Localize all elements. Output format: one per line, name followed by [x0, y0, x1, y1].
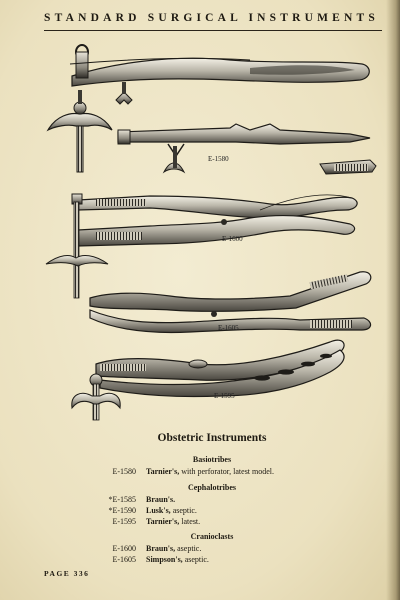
cephalotribe-tarnier-figure: [72, 340, 344, 420]
figure-code-label: E-1595: [214, 392, 235, 400]
item-code: E-1605: [112, 555, 136, 564]
subhead-basiotribes: Basiotribes: [192, 455, 232, 464]
figure-code-label: E-1580: [208, 155, 229, 163]
item-code: *E-1590: [108, 506, 136, 515]
page-header: STANDARD SURGICAL INSTRUMENTS: [44, 12, 380, 24]
figure-code-label: E-1600: [222, 235, 243, 243]
subhead-cephalotribes: Cephalotribes: [188, 483, 236, 492]
item-description: Braun's, aseptic.: [146, 544, 202, 553]
item-code: E-1580: [112, 467, 136, 476]
list-item: [0, 467, 400, 478]
basiotribe-figure: [48, 45, 376, 174]
item-description: Simpson's, aseptic.: [146, 555, 209, 564]
section-title: Obstetric Instruments: [157, 432, 267, 444]
list-item: [0, 506, 400, 517]
list-item: [0, 517, 400, 528]
t-screw-handle-icon: [48, 90, 112, 172]
figure-code-label: E-1605: [218, 324, 239, 332]
list-item: [0, 544, 400, 555]
list-item: [0, 555, 400, 566]
subhead-cranioclasts: Cranioclasts: [190, 532, 234, 541]
item-code: E-1595: [112, 517, 136, 526]
item-description: Lusk's, aseptic.: [146, 506, 197, 515]
item-description: Tarnier's, with perforator, latest model.: [146, 467, 275, 476]
instrument-illustrations: [0, 34, 400, 424]
header-rule: [44, 30, 382, 31]
item-code: E-1600: [112, 544, 136, 553]
item-description: Tarnier's, latest.: [146, 517, 201, 526]
item-code: *E-1585: [108, 495, 136, 504]
page-number: PAGE 336: [44, 569, 90, 578]
wing-nut-icon: [116, 82, 132, 104]
cranioclast-simpson-figure: [90, 272, 371, 333]
list-item: [0, 495, 400, 506]
item-description: Braun's.: [146, 495, 176, 504]
